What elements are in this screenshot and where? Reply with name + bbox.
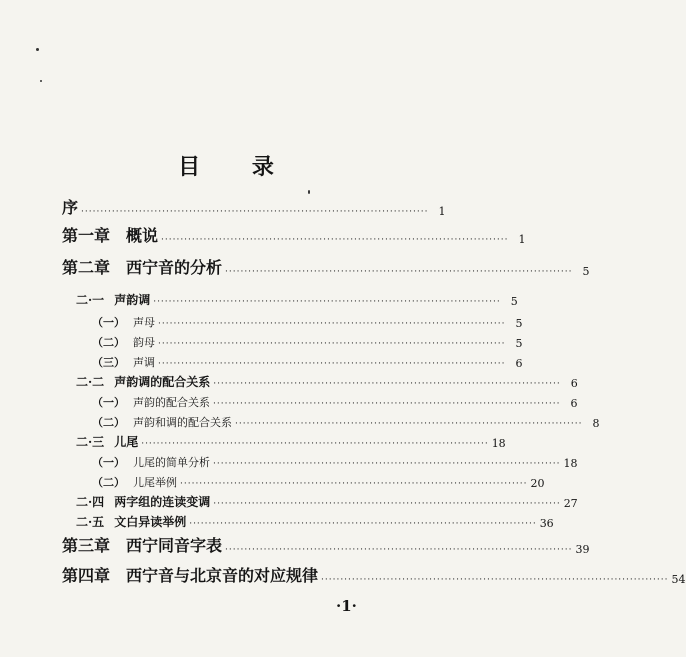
toc-entry-page: 6 [570, 377, 578, 390]
toc-entry-number: （一） [92, 396, 125, 409]
toc-entry-page: 27 [563, 497, 578, 510]
toc-entry-label [76, 513, 186, 530]
toc-entry-text: 声母 [133, 316, 155, 329]
toc-entry-number: 二·五 [76, 515, 105, 529]
toc-entry [76, 508, 554, 530]
toc-entry-label [62, 533, 222, 556]
toc-entry-label [62, 563, 318, 586]
dot-leader: ·························································································· [213, 399, 561, 409]
toc-entry-number: （二） [92, 336, 125, 349]
toc-entry-number: 二·三 [76, 435, 105, 449]
page-title: 目 录 [178, 154, 296, 180]
dot-leader: ·························································································· [189, 519, 537, 529]
toc-entry [92, 308, 523, 330]
toc-entry [62, 534, 590, 556]
toc-entry-text: 儿尾 [114, 435, 139, 449]
toc-entry-page: 6 [515, 357, 523, 370]
toc-entry-text: 儿尾举例 [133, 476, 177, 489]
toc-entry [92, 408, 600, 430]
toc-entry-page: 39 [575, 543, 590, 556]
toc-entry-page: 18 [563, 457, 578, 470]
toc-entry-text: 声韵的配合关系 [133, 396, 210, 409]
toc-entry-label [62, 195, 78, 218]
toc-entry [92, 468, 545, 490]
dot-leader: ·························································································· [180, 479, 528, 489]
dot-leader: ·························································································· [321, 575, 669, 585]
toc-entry-number: （三） [92, 356, 125, 369]
toc-entry-page: 8 [592, 417, 600, 430]
toc-entry-text: 声韵调的配合关系 [114, 375, 211, 389]
toc-entry [76, 488, 578, 510]
dot-leader: ·························································································· [213, 499, 561, 509]
toc-entry-label [76, 291, 150, 308]
toc-entry-page: 36 [539, 517, 554, 530]
dot-leader: ·························································································· [158, 319, 506, 329]
toc-entry [76, 368, 578, 390]
toc-entry-text: 声调 [133, 356, 155, 369]
toc-entry [62, 564, 686, 586]
toc-entry-page: 5 [515, 317, 523, 330]
dot-leader: ·························································································· [225, 545, 573, 555]
toc-entry [62, 256, 590, 278]
toc-entry-number: 二·四 [76, 495, 105, 509]
toc-entry-number: 二·一 [76, 293, 105, 307]
dot-leader: ·························································································· [158, 339, 506, 349]
toc-entry [92, 448, 578, 470]
toc-entry [76, 286, 518, 308]
scan-speck [40, 80, 42, 82]
toc-entry-page: 1 [438, 205, 446, 218]
toc-entry-label [62, 255, 222, 278]
toc-entry-label [62, 223, 158, 246]
toc-entry-number: （二） [92, 476, 125, 489]
toc-entry [62, 196, 446, 218]
toc-entry-page: 18 [491, 437, 506, 450]
toc-entry-text: 儿尾的简单分析 [133, 456, 210, 469]
dot-leader: ·························································································· [213, 459, 561, 469]
toc-entry-text: 声韵调 [114, 293, 151, 307]
toc-entry-text: 第一章 概说 [62, 226, 159, 245]
dot-leader: ·························································································· [141, 439, 489, 449]
dot-leader: ·························································································· [158, 359, 506, 369]
toc-entry-text: 韵母 [133, 336, 155, 349]
toc-entry-number: 二·二 [76, 375, 105, 389]
dot-leader: ·························································································· [225, 267, 573, 277]
toc-entry-number: （二） [92, 416, 125, 429]
toc-entry-page: 20 [530, 477, 545, 490]
toc-entry [92, 348, 523, 370]
toc-entry-number: （一） [92, 456, 125, 469]
toc-entry-text: 文白异读举例 [114, 515, 187, 529]
toc-entry-text: 声韵和调的配合关系 [133, 416, 232, 429]
dot-leader: ·························································································· [161, 235, 509, 245]
toc-entry-text: 第三章 西宁同音字表 [62, 536, 223, 555]
toc-entry-text: 序 [62, 198, 79, 217]
toc-entry [92, 328, 523, 350]
toc-entry-page: 6 [570, 397, 578, 410]
toc-entry-page: 5 [510, 295, 518, 308]
dot-leader: ·························································································· [213, 379, 561, 389]
toc-entry [76, 428, 506, 450]
page-number: ·1· [336, 597, 357, 615]
toc-entry [92, 388, 578, 410]
toc-entry-page: 54 [671, 573, 686, 586]
toc-entry-text: 两字组的连读变调 [114, 495, 211, 509]
scan-speck [36, 48, 39, 51]
toc-entry-text: 第二章 西宁音的分析 [62, 258, 223, 277]
dot-leader: ·························································································· [235, 419, 583, 429]
toc-entry [62, 224, 526, 246]
scan-speck [308, 190, 310, 194]
dot-leader: ·························································································· [153, 297, 501, 307]
toc-entry-page: 5 [515, 337, 523, 350]
toc-entry-page: 5 [582, 265, 590, 278]
toc-entry-text: 第四章 西宁音与北京音的对应规律 [62, 566, 319, 585]
toc-entry-number: （一） [92, 316, 125, 329]
toc-entry-page: 1 [518, 233, 526, 246]
dot-leader: ·························································································· [81, 207, 429, 217]
